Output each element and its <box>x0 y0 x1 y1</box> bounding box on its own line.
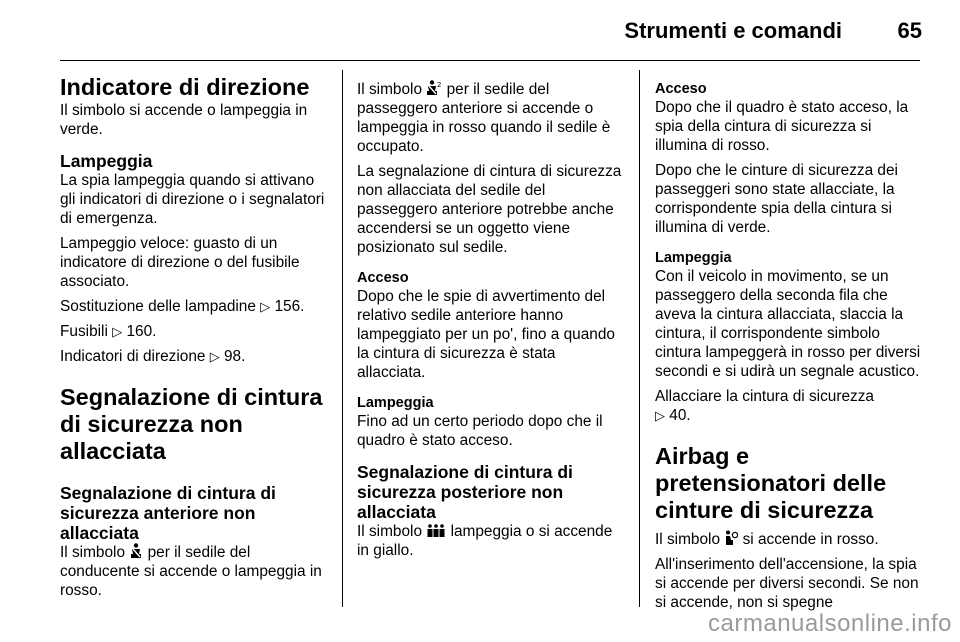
ref-page: 160. <box>126 323 157 340</box>
airbag-icon <box>724 530 738 546</box>
page-number: 65 <box>897 18 922 43</box>
paragraph: Lampeggio veloce: guasto di un indicatore di direzione o del fusibile associato. <box>60 235 300 290</box>
heading-cintura-posteriore: Segnalazione di cintura di sicurezza posteriore non allacciata <box>357 462 573 522</box>
heading-lampeggia: Lampeggia <box>60 151 153 171</box>
column-1 <box>60 74 328 600</box>
paragraph: Il simbolo per il sedile del conducente si accende o lampeggia in rosso. <box>60 544 322 599</box>
ref-text: Sostituzione delle lampadine <box>60 298 256 315</box>
column-divider-1 <box>342 70 343 607</box>
heading-cintura-anteriore: Segnalazione di cintura di sicurezza anteriore non allacciata <box>60 483 276 543</box>
paragraph: La segnalazione di cintura di sicurezza non allacciata del sedile del passeggero anteriore potrebbe anche accendersi se un oggetto viene posizionato sul sedile. <box>357 163 622 256</box>
reference-arrow-icon: ▷ <box>655 408 665 423</box>
paragraph: Con il veicolo in movimento, se un passeggero della seconda fila che aveva la cintura allacciata, slaccia la cintura, il corrispondente simbolo cintura lampeggerà in rosso per diversi secondi e si udirà un segnale acustico. <box>655 268 921 380</box>
heading-airbag: Airbag e pretensionatori delle cinture di sicurezza <box>655 443 887 523</box>
paragraph: Fino ad un certo periodo dopo che il quadro è stato acceso. <box>357 413 603 449</box>
paragraph: Dopo che le spie di avvertimento del relativo sedile anteriore hanno lampeggiato per un po', fino a quando la cintura di sicurezza è stata allacciata. <box>357 288 615 381</box>
reference-arrow-icon: ▷ <box>112 324 123 339</box>
reference-arrow-icon: ▷ <box>209 349 220 364</box>
ref-text: Fusibili <box>60 323 108 340</box>
watermark: carmanualsonline.info <box>708 610 952 637</box>
cross-reference[interactable] <box>60 297 328 316</box>
cross-reference[interactable] <box>60 322 328 341</box>
paragraph: Il simbolo si accende o lampeggia in verde. <box>60 102 308 138</box>
heading-lampeggia: Lampeggia <box>655 250 732 266</box>
ref-page: 40. <box>669 407 691 424</box>
ref-text: Indicatori di direzione <box>60 348 206 365</box>
section-title: Strumenti e comandi <box>624 18 842 43</box>
header-rule <box>60 60 920 61</box>
reference-arrow-icon: ▷ <box>260 299 271 314</box>
cross-reference[interactable] <box>655 406 923 425</box>
seatbelt-passenger-icon <box>426 80 442 96</box>
seatbelt-rear-icon <box>426 524 446 538</box>
svg-text:2: 2 <box>437 81 442 89</box>
paragraph: Dopo che il quadro è stato acceso, la spia della cintura di sicurezza si illumina di rosso. <box>655 99 909 154</box>
heading-indicatore-direzione: Indicatore di direzione <box>60 74 310 100</box>
page-header <box>0 0 960 60</box>
paragraph: Il simbolo si accende in rosso. <box>655 531 879 548</box>
heading-lampeggia: Lampeggia <box>357 395 434 411</box>
ref-page: 156. <box>274 298 305 315</box>
column-divider-2 <box>639 70 640 607</box>
heading-acceso: Acceso <box>357 270 409 286</box>
paragraph: All'inserimento dell'accensione, la spia si accende per diversi secondi. Se non si accende, non si spegne <box>655 556 919 611</box>
heading-segnalazione-cintura: Segnalazione di cintura di sicurezza non allacciata <box>60 384 323 464</box>
column-3 <box>655 80 923 612</box>
heading-acceso: Acceso <box>655 81 707 97</box>
paragraph: La spia lampeggia quando si attivano gli indicatori di direzione o i segnalatori di emergenza. <box>60 172 325 227</box>
paragraph: Dopo che le cinture di sicurezza dei passeggeri sono state allacciate, la corrispondente spia della cintura si illumina di verde. <box>655 162 898 236</box>
paragraph: Il simbolo 2 per il sedile del passeggero anteriore si accende o lampeggia in rosso quando il sedile è occupato. <box>357 81 611 155</box>
seatbelt-icon <box>129 543 143 559</box>
cross-reference[interactable] <box>60 347 328 366</box>
ref-page: 98. <box>224 348 246 365</box>
paragraph: Il simbolo lampeggia o si accende in giallo. <box>357 523 613 559</box>
column-2 <box>357 80 623 560</box>
paragraph: Allacciare la cintura di sicurezza <box>655 388 874 405</box>
